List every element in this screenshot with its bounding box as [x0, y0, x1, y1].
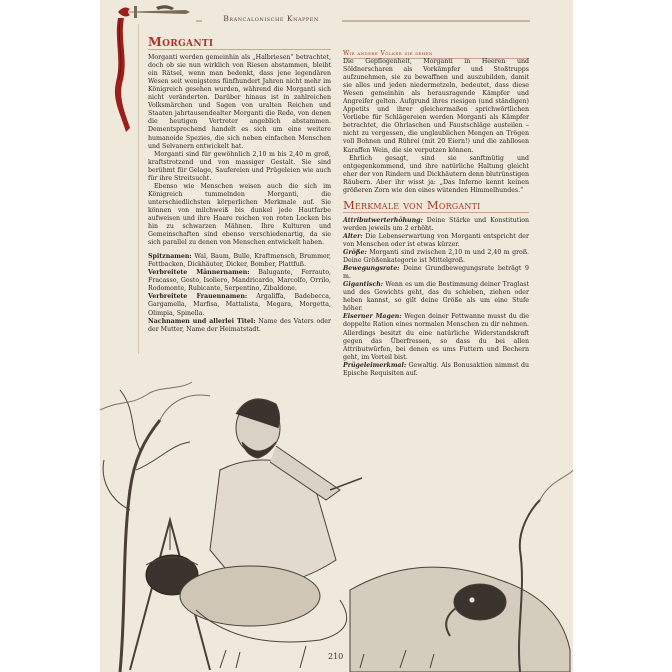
trait-size: Größe: Morganti sind zwischen 2,10 m und 2,40 m groß. Deine Größenkategorie ist Mittelgroß. — [343, 249, 529, 265]
trait-ability-score: Attributwerterhöhung: Deine Stärke und Konstitution werden jeweils um 2 erhöht. — [343, 216, 529, 232]
section-title: Morganti — [148, 34, 214, 49]
running-head: Brancalonische Knappen — [223, 14, 319, 23]
header-rule-left — [196, 20, 202, 22]
sword-ornament-icon — [116, 3, 200, 21]
trait-iron-stomach: Eiserner Magen: Wegen deiner Fettwanne musst du die doppelte Ration eines normalen Menschen zu dir nehmen. Allerdings besitzt du eine natürliche Widerstandskraft gegen das Überfressen, so dass du bei allen Attributwürfen, bei denen es ums Futtern und Bechern geht, im Vorteil bist. — [343, 313, 529, 361]
traits-rule — [343, 212, 529, 213]
female-names-entry: Verbreitete Frauennamen: Argaliffa, Badebecca, Gargamella, Marfisa, Mattalista, Megara, Morgetta, Olimpia, Spinella. — [148, 293, 331, 317]
header-rule-right — [342, 20, 530, 22]
male-names-entry: Verbreitete Männernamen: Balugante, Ferrauto, Fracasso, Gosto, Isoliero, Mandricardo, Marcolfo, Orrilo, Rodomonte, Rubicante, Serpentino, Zibaldone. — [148, 269, 331, 293]
trait-gigantic: Gigantisch: Wenn es um die Bestimmung deiner Traglast und des Gewichts geht, das du schieben, ziehen oder heben kannst, so gilt deine Größe als um eine Stufe höher. — [343, 281, 529, 313]
perception-paragraph: Die Gepflogenheit, Morganti in Heeren und Söldnerscharen als Vorkämpfer und Stoßtrupps aufzunehmen, sie zu bewaffnen und auszubilden, damit sie alles und jeden niedermetzeln, bedeutet, dass diese Wesen gemeinhin als herausragende Kämpfer und Angreifer gelten. Aufgrund ihres riesigen (und ständigen) Appetits und ihrer gleichermaßen sprichwörtlichen Vorliebe für Schlägereien werden Morganti als Kämpfer betrachtet, die Ohrlaschen und Faustschläge austeilen – nicht zu vergessen, die unglaublichen Mengen an Trögen voll Bohnen und Rührei (mit 20 Eiern!) und die zahllosen Karaffen Wein, die sie verputzen können. — [343, 58, 529, 154]
book-page — [100, 0, 573, 672]
subsection-heading: Wie andere Völker sie sehen — [343, 50, 433, 57]
morganti-illustration — [100, 350, 573, 672]
temperament-paragraph: Ehrlich gesagt, sind sie sanftmütig und entgegenkommend, und ihre natürliche Haltung gleicht eher der von Rindern und Dickhäutern denn blutrünstigen Räubern. Aber ihr wisst ja: „Das Inferno kennt keinen größeren Zorn wie den eines wütenden Himmelhundes.“ — [343, 154, 529, 194]
size-paragraph: Morganti sind für gewöhnlich 2,10 m bis 2,40 m groß, kraftstrotzend und von massiger Gestalt. Sie sind berühmt für Gelage, Saufereien und Prügeleien wie auch für ihre Streitsucht. — [148, 150, 331, 182]
red-ribbon-bookmark — [110, 0, 136, 140]
nicknames-entry: Spitznamen: Wal, Baum, Bulle, Kraftmensch, Brummer, Fettbacken, Dickhäuter, Dicker, Bomber, Plattfuß. — [148, 253, 331, 269]
surnames-entry: Nachnamen und allerlei Titel: Name des Vaters oder der Mutter, Name der Heimatstadt. — [148, 317, 331, 333]
appearance-paragraph: Ebenso wie Menschen weisen auch die sich im Königreich tummelnden Morganti, die unterschiedlichsten körperlichen Merkmale auf. Sie können von milchweiß bis dunkel jede Hautfarbe aufweisen und ihre Haare reichen von roten Locken bis hin zu schwarzen Mähnen. Ihre Kulturen und Gemeinschaften sind ebenso verschiedenartig, da sie sich parallel zu denen von Menschen entwickelt haben. — [148, 182, 331, 247]
trait-speed: Bewegungsrate: Deine Grundbewegungsrate beträgt 9 m. — [343, 265, 529, 281]
margin-line — [138, 24, 139, 354]
right-column — [343, 58, 529, 378]
page-number: 210 — [328, 652, 344, 661]
left-column — [148, 34, 331, 334]
trait-age: Alter: Die Lebenserwartung von Morganti entspricht der von Menschen oder ist etwas kürzer. — [343, 232, 529, 248]
traits-heading: Merkmale von Morganti — [343, 197, 481, 212]
trait-brawl: Prügeleimerkmal: Gewaltig. Als Bonusaktion nimmst du Epische Requisiten auf. — [343, 361, 529, 377]
names-list — [148, 253, 331, 333]
title-rule — [148, 49, 331, 50]
intro-paragraph: Morganti werden gemeinhin als „Halbriesen“ betrachtet, doch ob sie nun wirklich von Riesen abstammen, bleibt ein Rätsel, wenn man bedenkt, dass jene legendären Wesen seit wenigstens fünfhundert Jahren nicht mehr im Königreich gesehen wurden, während die Morganti sich nicht veränderten. Darüber hinaus ist in zahlreichen Volksmärchen und Sagen von uralten Reichen und Staaten jahrtausendealter Morganti die Rede, von denen die heutigen Vertreter angeblich abstammen. Dementsprechend handelt es sich um eine weitere humanoide Spezies, die sich neben einfachen Menschen und Selvanern entwickelt hat. — [148, 54, 331, 150]
